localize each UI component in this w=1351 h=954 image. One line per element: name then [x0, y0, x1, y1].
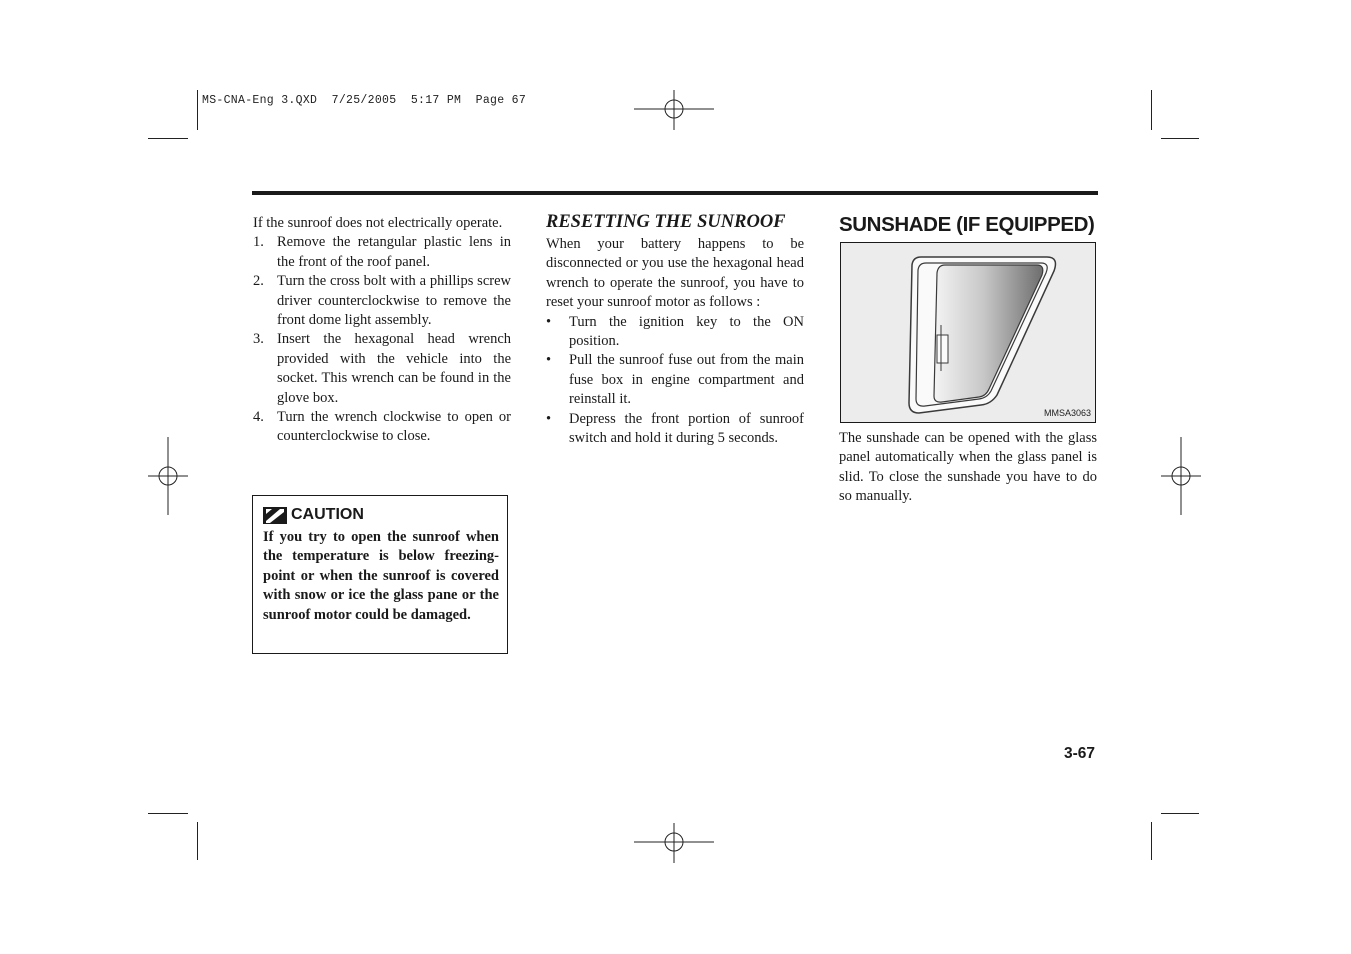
column-resetting — [546, 235, 804, 448]
bullet-icon: • — [546, 313, 552, 330]
list-item — [546, 410, 804, 449]
crop-mark — [1151, 822, 1152, 860]
column-sunshade — [839, 429, 1097, 507]
section-heading-resetting: RESETTING THE SUNROOF — [546, 212, 786, 232]
bullet-icon: • — [546, 410, 552, 427]
steps-list — [253, 233, 511, 446]
printer-slug: MS-CNA-Eng 3.QXD 7/25/2005 5:17 PM Page 67 — [202, 94, 527, 107]
caution-box — [252, 495, 508, 654]
registration-mark-icon — [1161, 437, 1201, 515]
column-manual-operation — [253, 214, 511, 447]
step-number: 4. — [253, 409, 264, 426]
sunshade-drawing — [841, 243, 1095, 422]
registration-mark-icon — [634, 90, 714, 130]
caution-slash-icon — [263, 507, 287, 524]
section-heading-sunshade: SUNSHADE (IF EQUIPPED) — [839, 213, 1095, 236]
header-rule — [252, 191, 1098, 195]
caution-text: If you try to open the sunroof when the temperature is below freezing-point or when the sunroof is covered with snow or ice the glass pane or the sunroof motor could be damaged. — [263, 529, 499, 623]
crop-mark — [148, 138, 188, 139]
crop-mark — [148, 813, 188, 814]
bullet-text: Depress the front portion of sunroof switch and hold it during 5 seconds. — [569, 410, 804, 447]
sunshade-illustration — [840, 242, 1096, 423]
registration-mark-icon — [148, 437, 188, 515]
crop-mark — [1161, 138, 1199, 139]
bullet-list — [546, 313, 804, 449]
list-item — [253, 233, 511, 272]
step-number: 2. — [253, 273, 264, 290]
step-text: Turn the wrench clockwise to open or counterclockwise to close. — [277, 409, 511, 445]
caution-heading — [263, 506, 364, 524]
bullet-text: Turn the ignition key to the ON position. — [569, 313, 804, 350]
crop-mark — [197, 90, 198, 130]
sunshade-paragraph: The sunshade can be opened with the glass panel automatically when the glass panel is slid. To close the sunshade you have to do so manually. — [839, 430, 1097, 505]
step-number: 3. — [253, 331, 264, 348]
list-item — [546, 351, 804, 409]
intro-paragraph: If the sunroof does not electrically operate. — [253, 215, 503, 231]
list-item — [253, 272, 511, 330]
list-item — [546, 313, 804, 352]
crop-mark — [1151, 90, 1152, 130]
list-item — [253, 330, 511, 408]
caution-title: CAUTION — [291, 506, 364, 523]
step-text: Turn the cross bolt with a phillips screw driver counterclockwise to remove the front dome light assembly. — [277, 273, 511, 329]
registration-mark-icon — [634, 823, 714, 863]
bullet-text: Pull the sunroof fuse out from the main fuse box in engine compartment and reinstall it. — [569, 352, 804, 408]
step-number: 1. — [253, 234, 264, 251]
page-number: 3-67 — [1064, 745, 1096, 762]
bullet-icon: • — [546, 352, 552, 369]
step-text: Insert the hexagonal head wrench provided with the vehicle into the socket. This wrench can be found in the glove box. — [277, 331, 511, 406]
figure-code: MMSA3063 — [1043, 408, 1091, 418]
crop-mark — [197, 822, 198, 860]
crop-mark — [1161, 813, 1199, 814]
list-item — [253, 408, 511, 447]
intro-paragraph: When your battery happens to be disconnected or you use the hexagonal head wrench to operate the sunroof, you have to reset your sunroof motor as follows : — [546, 236, 804, 311]
step-text: Remove the retangular plastic lens in the front of the roof panel. — [277, 234, 511, 270]
